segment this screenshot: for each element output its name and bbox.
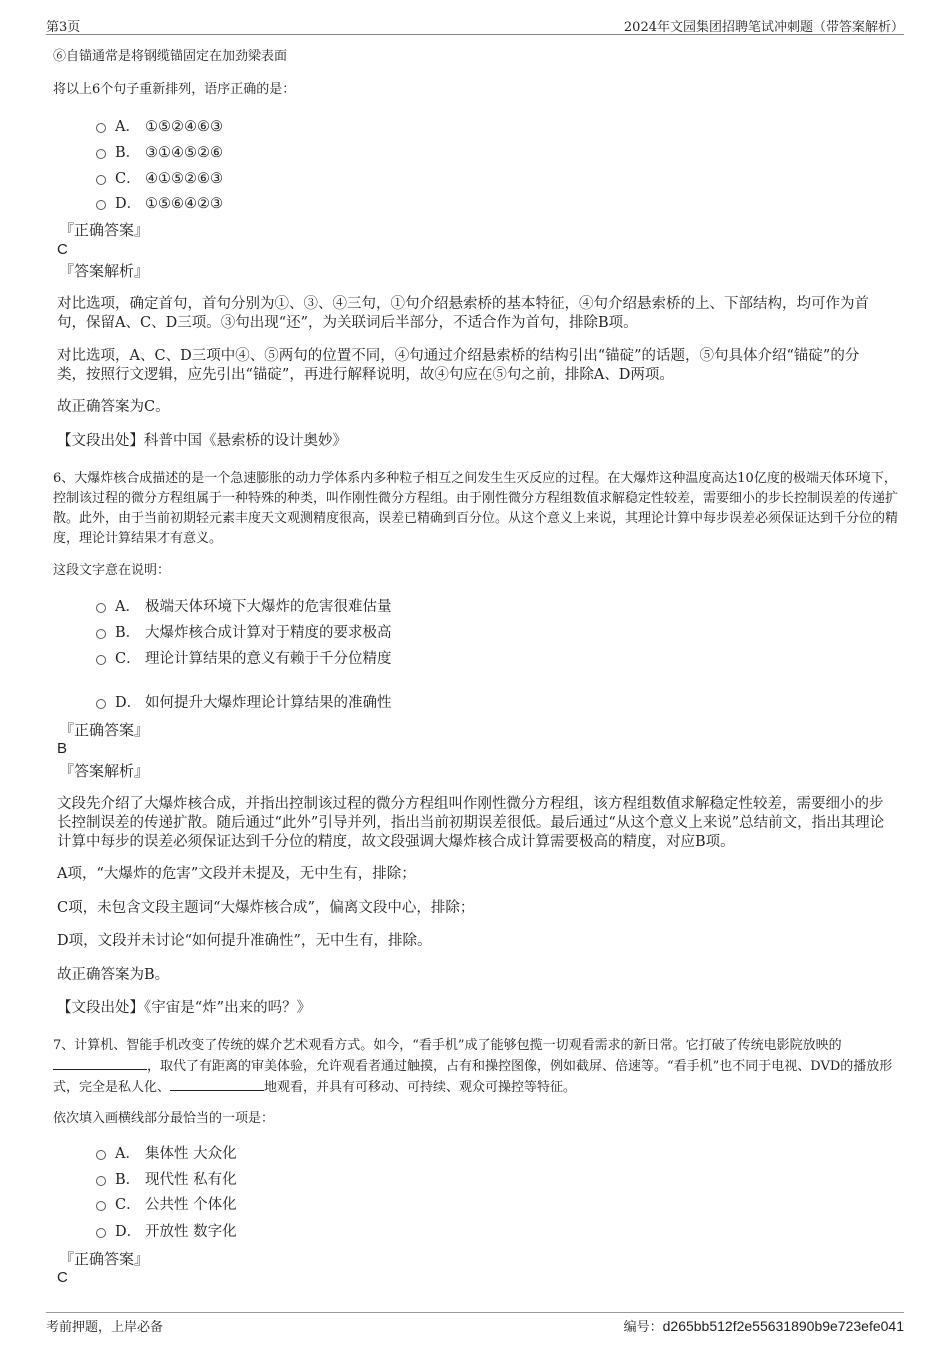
q7-stem: 7、计算机、智能手机改变了传统的媒介艺术观看方式。如今，“看手机”成了能够包揽一切观看需求的新日常。它打破了传统电影院放映的 ，取代了有距离的审美体验，允许观看者通过触摸，占有和操控图像，例如截屏、倍速等。“看手机”也不同于电视、DVD的播放形式，完全是私人化、 地观看，并具有可移动、可持续、观众可操控等特征。 — [53, 1038, 893, 1095]
radio-icon[interactable] — [96, 1201, 106, 1211]
q5-answer-label: 『正确答案』 — [59, 221, 150, 239]
q7-option-b[interactable]: B． 现代性 私有化 — [96, 1170, 237, 1190]
document-title: 2024年文园集团招聘笔试冲刺题（带答案解析） — [623, 20, 904, 35]
q6-answer: B — [57, 740, 68, 757]
radio-icon[interactable] — [96, 1228, 106, 1238]
fill-blank-1[interactable] — [53, 1056, 147, 1070]
document-code: 编号：d265bb512f2e55631890b9e723efe041 — [623, 1318, 904, 1335]
radio-icon[interactable] — [96, 1176, 106, 1186]
q6-analysis-2: A项，“大爆炸的危害”文段并未提及，无中生有，排除； — [57, 866, 416, 882]
q7-prompt: 依次填入画横线部分最恰当的一项是： — [53, 1111, 275, 1126]
page-header — [46, 14, 904, 35]
q6-answer-label: 『正确答案』 — [59, 721, 150, 739]
q6-analysis-1: 文段先介绍了大爆炸核合成，并指出控制该过程的微分方程组叫作刚性微分方程组，该方程组数值求解稳定性较差，需要细小的步长控制误差的传递扩散。随后通过“此外”引导并列，指出当前初期误差很低。最后通过“从这个意义上来说”总结前文，指出其理论计算中每步的误差必须保证达到千分位的精度，故文段强调大爆炸核合成计算需要极高的精度，对应B项。 — [57, 796, 885, 850]
q6-option-a[interactable]: A． 极端天体环境下大爆炸的危害很难估量 — [96, 597, 392, 617]
page-footer — [46, 1312, 904, 1339]
q5-source: 【文段出处】科普中国《悬索桥的设计奥妙》 — [57, 433, 347, 449]
q5-analysis-1: 对比选项，确定首句，首句分别为①、③、④三句，①句介绍悬索桥的基本特征，④句介绍悬索桥的上、下部结构，均可作为首句，保留A、C、D三项。③句出现“还”，为关联词后半部分，不适合作为首句，排除B项。 — [57, 296, 869, 331]
q6-option-b[interactable]: B． 大爆炸核合成计算对于精度的要求极高 — [96, 623, 392, 643]
fill-blank-2[interactable] — [170, 1077, 264, 1091]
q6-prompt: 这段文字意在说明： — [53, 563, 171, 578]
q6-analysis-3: C项，未包含文段主题词“大爆炸核合成”，偏离文段中心，排除； — [57, 900, 475, 916]
q5-answer: C — [57, 241, 68, 258]
q6-analysis-label: 『答案解析』 — [59, 762, 150, 780]
q5-analysis-label: 『答案解析』 — [59, 262, 150, 280]
q6-option-d[interactable]: D． 如何提升大爆炸理论计算结果的准确性 — [96, 693, 392, 713]
q5-analysis-2: 对比选项，A、C、D三项中④、⑤两句的位置不同，④句通过介绍悬索桥的结构引出“锚碇”的话题，⑤句具体介绍“锚碇”的分类，按照行文逻辑，应先引出“锚碇”，再进行解释说明，故④句应在⑤句之前，排除A、D两项。 — [57, 348, 860, 383]
q7-option-c[interactable]: C． 公共性 个体化 — [96, 1195, 237, 1215]
radio-icon[interactable] — [96, 200, 106, 210]
q6-analysis-4: D项，文段并未讨论“如何提升准确性”，无中生有，排除。 — [57, 933, 432, 949]
q7-answer-label: 『正确答案』 — [59, 1250, 150, 1268]
q5-option-d[interactable]: D． ①⑤⑥④②③ — [96, 194, 223, 214]
q6-stem: 6、大爆炸核合成描述的是一个急速膨胀的动力学体系内多种粒子相互之间发生生灭反应的过程。在大爆炸这种温度高达10亿度的极端天体环境下，控制该过程的微分方程组属于一种特殊的种类，叫作刚性微分方程组。由于刚性微分方程组数值求解稳定性较差，需要细小的步长控制误差的传递扩散。此外，由于当前初期轻元素丰度天文观测精度很高，误差已精确到百分位。从这个意义上来说，其理论计算中每步误差必须保证达到千分位的精度，理论计算结果才有意义。 — [53, 471, 899, 546]
page-number: 第3页 — [46, 20, 81, 35]
q5-prompt: 将以上6个句子重新排列，语序正确的是： — [53, 82, 296, 97]
radio-icon[interactable] — [96, 1150, 106, 1160]
radio-icon[interactable] — [96, 123, 106, 133]
q7-option-d[interactable]: D． 开放性 数字化 — [96, 1222, 237, 1242]
q6-analysis-5: 故正确答案为B。 — [57, 967, 170, 983]
footer-slogan: 考前押题，上岸必备 — [46, 1320, 164, 1335]
radio-icon[interactable] — [96, 629, 106, 639]
radio-icon[interactable] — [96, 149, 106, 159]
radio-icon[interactable] — [96, 699, 106, 709]
q6-option-c[interactable]: C． 理论计算结果的意义有赖于千分位精度 — [96, 649, 392, 669]
q5-option-a[interactable]: A． ①⑤②④⑥③ — [96, 117, 223, 137]
q7-option-a[interactable]: A． 集体性 大众化 — [96, 1144, 237, 1164]
radio-icon[interactable] — [96, 655, 106, 665]
radio-icon[interactable] — [96, 603, 106, 613]
q5-option-b[interactable]: B． ③①④⑤②⑥ — [96, 143, 223, 163]
q5-analysis-3: 故正确答案为C。 — [57, 399, 170, 415]
q7-answer: C — [57, 1269, 68, 1286]
q5-sentence-6: ⑥自锚通常是将钢缆锚固定在加劲梁表面 — [53, 49, 288, 64]
q5-option-c[interactable]: C． ④①⑤②⑥③ — [96, 169, 223, 189]
radio-icon[interactable] — [96, 175, 106, 185]
q6-source: 【文段出处】《宇宙是“炸”出来的吗？》 — [57, 1000, 312, 1016]
